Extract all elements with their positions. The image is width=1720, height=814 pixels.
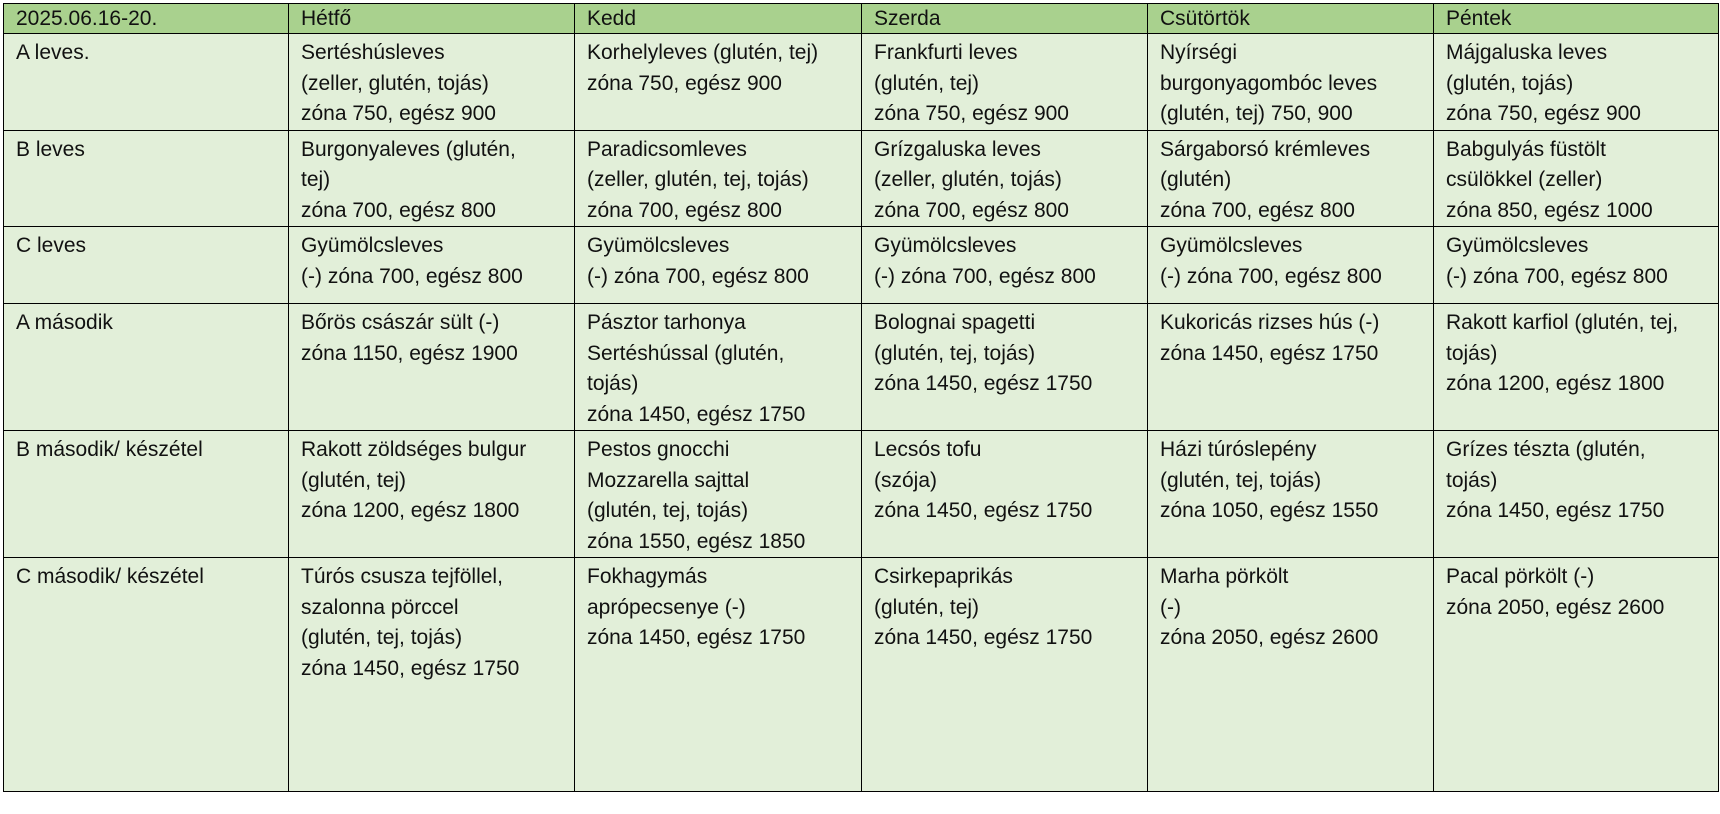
menu-row [4,227,1719,304]
course-label: C leves [4,227,289,304]
weekly-menu-table [3,3,1719,792]
menu-cell-line: Csirkepaprikás [874,565,1013,588]
menu-cell-line: zóna 1550, egész 1850 [587,529,806,553]
day-header-wednesday: Szerda [862,4,1148,34]
menu-cell-line: Babgulyás füstölt [1446,137,1606,161]
menu-cell-thursday [1148,304,1434,431]
course-label: C második/ készétel [4,558,289,792]
menu-cell-line: zóna 2050, egész 2600 [1446,595,1665,619]
menu-cell-line: (zeller, glutén, tojás) [301,71,489,95]
menu-cell-line: zóna 1450, egész 1750 [874,372,1093,395]
menu-cell-line: zóna 1450, egész 1750 [301,656,520,680]
menu-cell-line: Gyümölcsleves [1446,234,1589,257]
menu-cell-line: csülökkel (zeller) [1446,168,1603,191]
menu-cell-thursday [1148,34,1434,131]
menu-cell-monday [289,558,575,792]
header-row [4,4,1719,34]
menu-cell-line: (-) zóna 700, egész 800 [301,264,523,288]
menu-row [4,34,1719,131]
menu-cell-line: Sertéshúsleves [301,41,445,64]
menu-cell-line: Túrós csusza tejföllel, [301,565,503,588]
menu-cell-thursday [1148,558,1434,792]
menu-cell-line: zóna 700, egész 800 [301,198,496,222]
menu-cell-wednesday [862,130,1148,227]
menu-cell-line: Sárgaborsó krémleves [1160,137,1371,161]
menu-cell-line: zóna 1450, egész 1750 [587,626,806,649]
menu-cell-line: tojás) [1446,341,1498,365]
menu-row [4,558,1719,792]
menu-cell-line: tojás) [587,372,639,395]
menu-cell-tuesday [575,130,862,227]
menu-cell-line: (glutén, tej, tojás) [1160,468,1322,492]
menu-cell-line: Fokhagymás [587,565,708,588]
menu-cell-line: (glutén, tojás) [1446,71,1574,95]
menu-cell-line: zóna 1450, egész 1750 [1160,341,1379,365]
date-range-header: 2025.06.16-20. [4,4,289,34]
menu-cell-line: Sertéshússal (glutén, [587,341,785,365]
menu-cell-line: Nyírségi [1160,41,1238,64]
menu-cell-line: zóna 750, egész 900 [874,102,1069,125]
menu-cell-line: Frankfurti leves [874,41,1018,64]
menu-cell-line: zóna 700, egész 800 [1160,198,1355,222]
menu-cell-line: Grízgaluska leves [874,137,1041,161]
menu-cell-line: zóna 700, egész 800 [874,198,1069,222]
menu-cell-wednesday [862,227,1148,304]
menu-cell-line: Kukoricás rizses hús (-) [1160,311,1380,334]
menu-cell-line: Bőrös császár sült (-) [301,311,500,334]
menu-cell-line: tojás) [1446,468,1498,492]
menu-cell-line: Májgaluska leves [1446,41,1608,64]
menu-cell-tuesday [575,227,862,304]
menu-cell-line: Lecsós tofu [874,438,982,461]
menu-cell-line: (szója) [874,468,938,492]
menu-cell-wednesday [862,558,1148,792]
menu-cell-line: (-) [1160,595,1181,619]
menu-cell-thursday [1148,130,1434,227]
menu-cell-line: zóna 1150, egész 1900 [301,341,518,365]
menu-cell-line: (glutén, tej, tojás) [587,499,749,522]
menu-cell-line: Bolognai spagetti [874,311,1036,334]
menu-cell-line: zóna 1450, egész 1750 [1446,499,1665,522]
day-header-friday: Péntek [1434,4,1719,34]
menu-body [4,34,1719,792]
menu-cell-thursday [1148,431,1434,558]
menu-cell-monday [289,34,575,131]
menu-cell-friday [1434,558,1719,792]
day-header-thursday: Csütörtök [1148,4,1434,34]
menu-cell-tuesday [575,431,862,558]
menu-cell-line: (glutén, tej) 750, 900 [1160,102,1353,125]
course-label: A leves. [4,34,289,131]
day-header-tuesday: Kedd [575,4,862,34]
menu-cell-monday [289,431,575,558]
menu-cell-line: zóna 1200, egész 1800 [301,499,520,522]
menu-cell-friday [1434,431,1719,558]
menu-cell-line: Pásztor tarhonya [587,311,746,334]
menu-cell-wednesday [862,34,1148,131]
menu-cell-line: zóna 1450, egész 1750 [874,626,1093,649]
menu-cell-line: (glutén) [1160,168,1232,191]
menu-cell-line: Rakott karfiol (glutén, tej, [1446,311,1679,334]
menu-cell-line: Marha pörkölt [1160,565,1289,588]
menu-cell-line: Burgonyaleves (glutén, [301,137,516,161]
menu-cell-line: zóna 1450, egész 1750 [587,402,806,426]
menu-row [4,304,1719,431]
menu-cell-line: (glutén, tej) [874,71,980,95]
menu-cell-thursday [1148,227,1434,304]
menu-row [4,130,1719,227]
menu-cell-line: Házi túróslepény [1160,438,1317,461]
menu-cell-monday [289,130,575,227]
menu-cell-line: burgonyagombóc leves [1160,71,1378,95]
menu-cell-line: zóna 1050, egész 1550 [1160,499,1379,522]
menu-cell-line: zóna 850, egész 1000 [1446,198,1653,222]
menu-cell-line: Gyümölcsleves [587,234,730,257]
menu-cell-friday [1434,227,1719,304]
menu-cell-line: (glutén, tej, tojás) [874,341,1036,365]
menu-cell-line: zóna 700, egész 800 [587,198,782,222]
menu-cell-monday [289,227,575,304]
menu-cell-line: zóna 2050, egész 2600 [1160,626,1379,649]
menu-cell-line: Korhelyleves (glutén, tej) [587,41,819,64]
menu-cell-line: zóna 750, egész 900 [1446,102,1641,125]
menu-cell-tuesday [575,304,862,431]
menu-cell-friday [1434,34,1719,131]
menu-cell-tuesday [575,558,862,792]
menu-cell-line: Grízes tészta (glutén, [1446,438,1646,461]
course-label: B második/ készétel [4,431,289,558]
day-header-monday: Hétfő [289,4,575,34]
menu-cell-line: szalonna pörccel [301,595,459,619]
menu-cell-line: (-) zóna 700, egész 800 [587,264,809,288]
menu-cell-line: zóna 1450, egész 1750 [874,499,1093,522]
menu-cell-line: aprópecsenye (-) [587,595,746,619]
menu-cell-line: (-) zóna 700, egész 800 [1160,264,1382,288]
menu-cell-line: Rakott zöldséges bulgur [301,438,527,461]
menu-cell-line: tej) [301,168,331,191]
menu-cell-friday [1434,130,1719,227]
menu-cell-line: zóna 1200, egész 1800 [1446,372,1665,395]
menu-cell-line: Gyümölcsleves [874,234,1017,257]
menu-cell-line: (zeller, glutén, tojás) [874,168,1062,191]
menu-cell-friday [1434,304,1719,431]
menu-cell-wednesday [862,304,1148,431]
menu-cell-tuesday [575,34,862,131]
menu-cell-line: Pestos gnocchi [587,438,730,461]
menu-cell-line: (-) zóna 700, egész 800 [874,264,1096,288]
menu-cell-line: (zeller, glutén, tej, tojás) [587,168,809,191]
menu-cell-line: Paradicsomleves [587,137,747,161]
menu-cell-line: (-) zóna 700, egész 800 [1446,264,1668,288]
menu-cell-line: (glutén, tej, tojás) [301,626,463,649]
menu-cell-line: zóna 750, egész 900 [301,102,496,125]
course-label: B leves [4,130,289,227]
menu-cell-line: Pacal pörkölt (-) [1446,565,1595,588]
menu-cell-line: Gyümölcsleves [301,234,444,257]
menu-cell-wednesday [862,431,1148,558]
menu-row [4,431,1719,558]
menu-cell-line: Gyümölcsleves [1160,234,1303,257]
menu-cell-line: zóna 750, egész 900 [587,71,782,95]
menu-cell-line: (glutén, tej) [301,468,407,492]
menu-cell-line: Mozzarella sajttal [587,468,750,492]
menu-cell-line: (glutén, tej) [874,595,980,619]
menu-cell-monday [289,304,575,431]
course-label: A második [4,304,289,431]
